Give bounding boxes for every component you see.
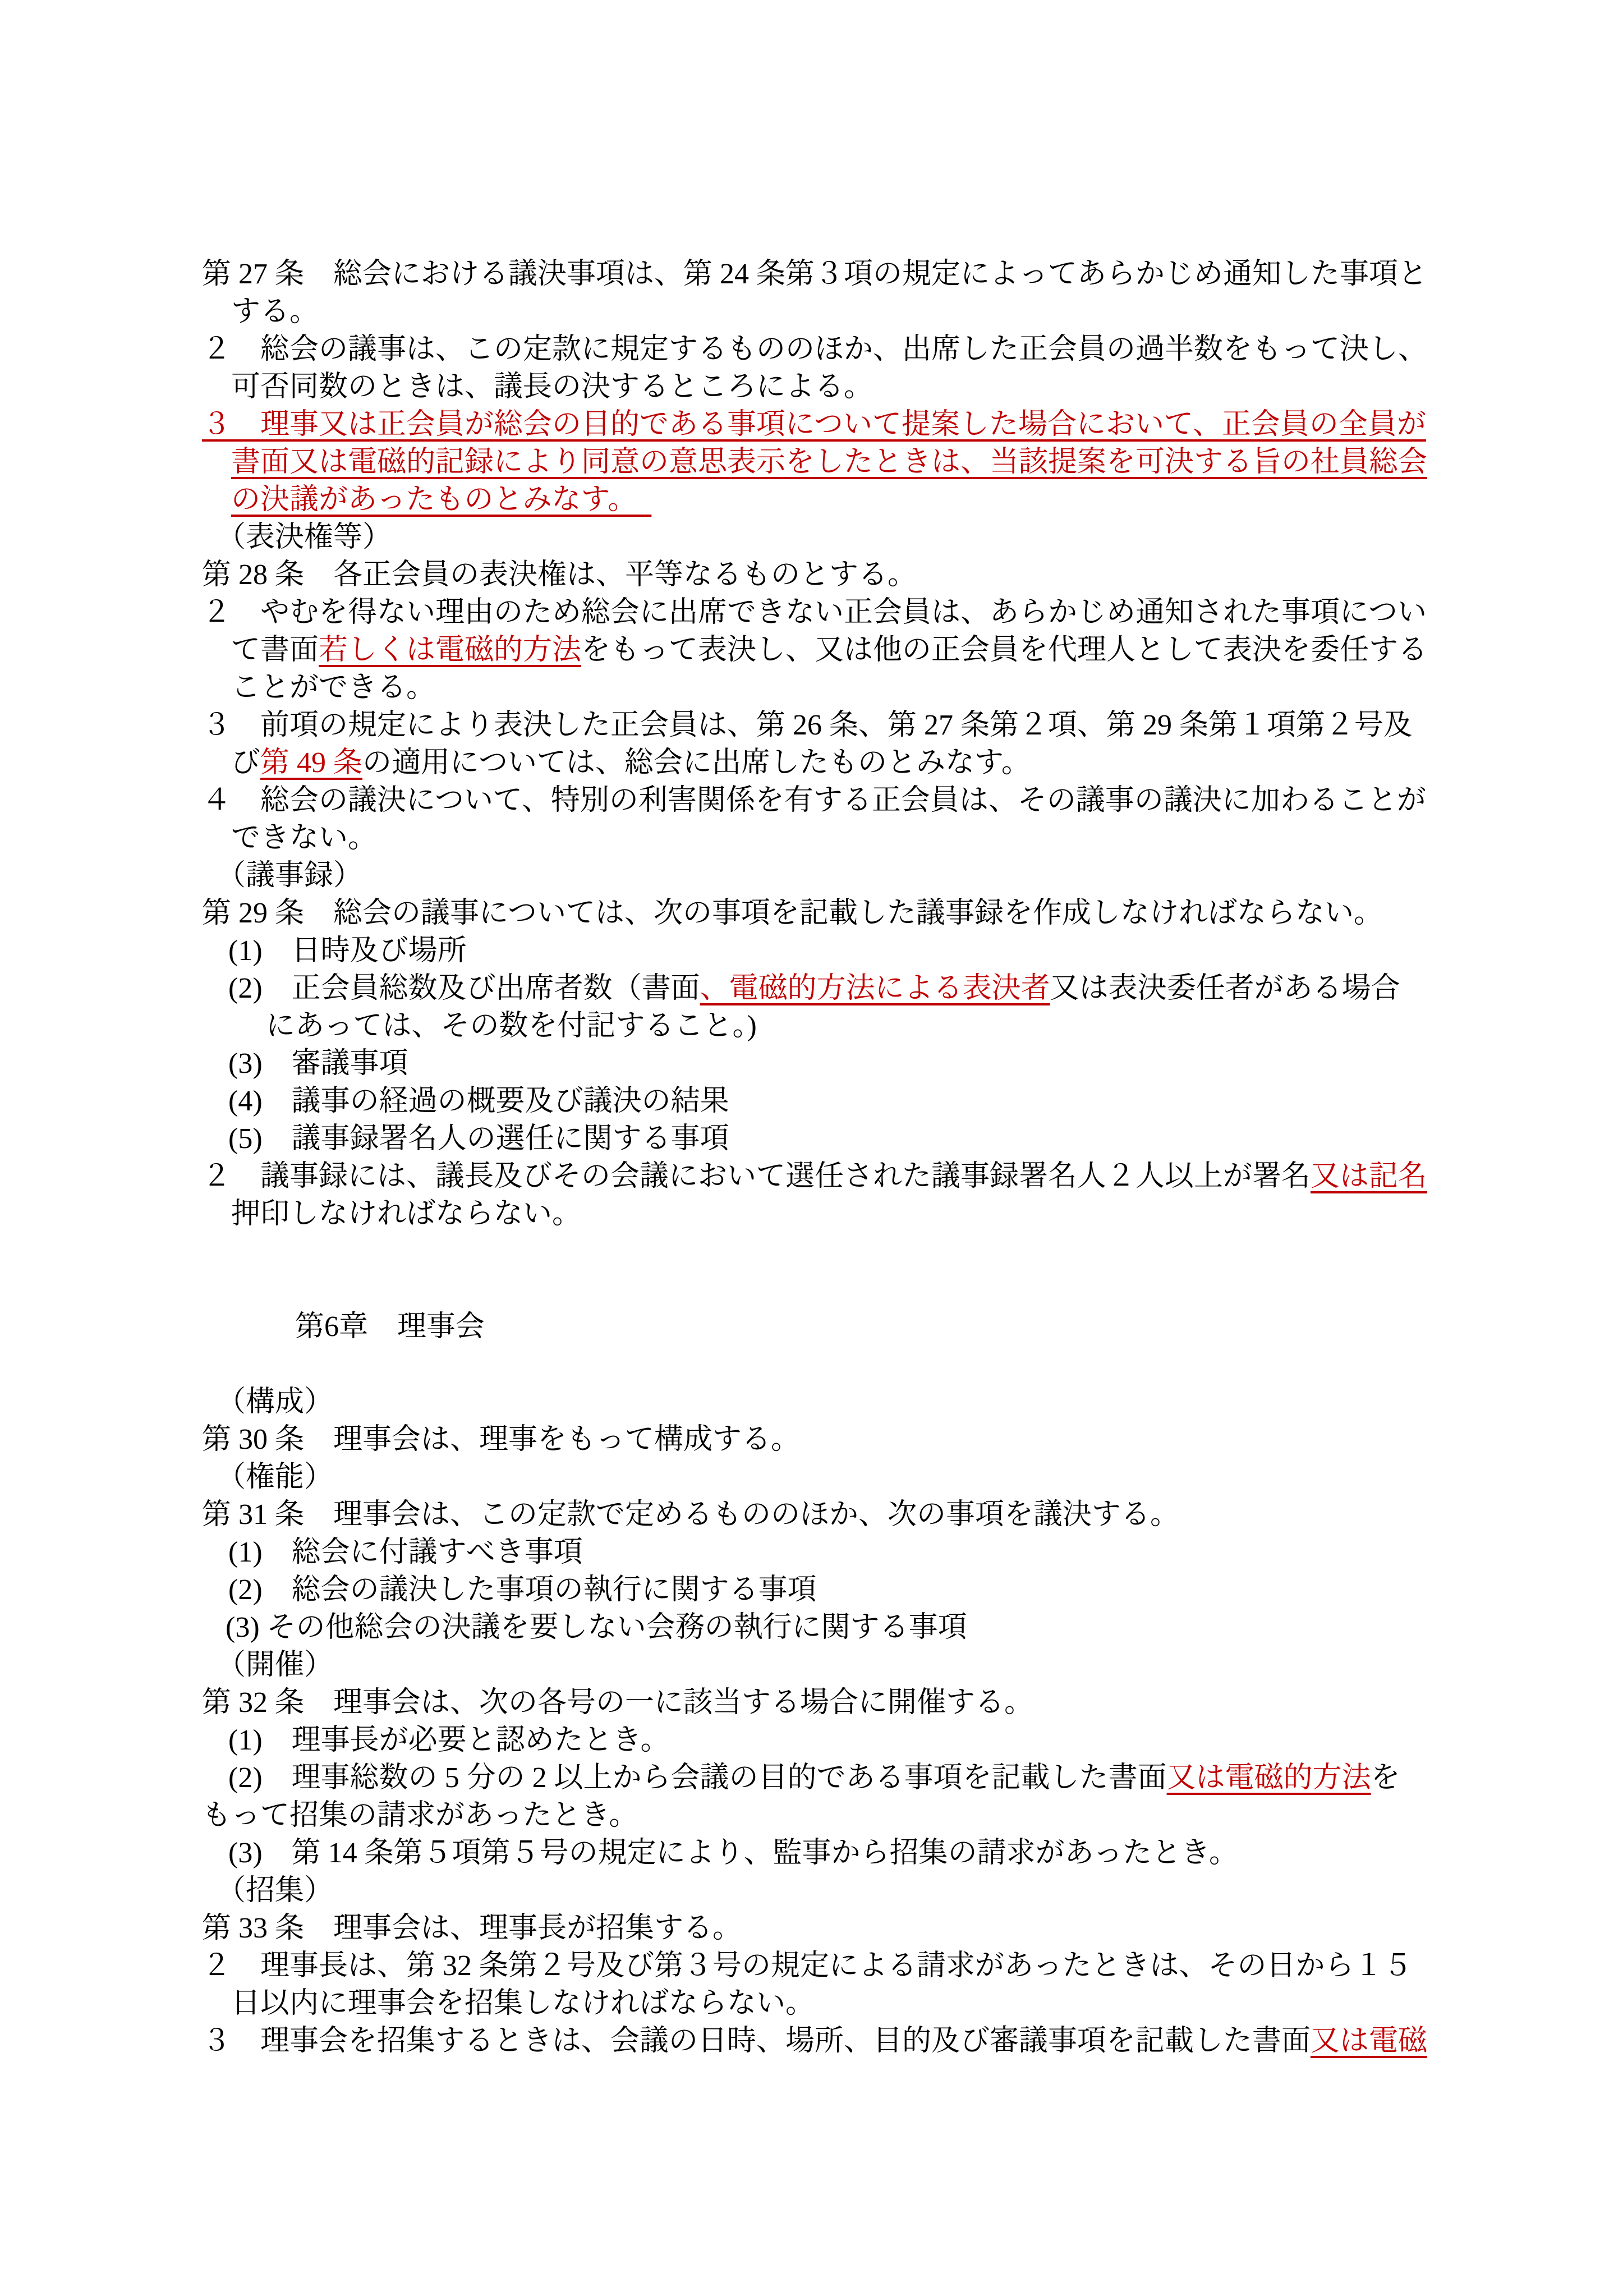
document-line xyxy=(202,1721,1470,1759)
inserted-text: 若しくは電磁的方法 xyxy=(319,634,582,666)
document-line xyxy=(202,1195,1470,1233)
document-line xyxy=(202,857,1470,894)
text-segment: （権能） xyxy=(217,1461,334,1493)
text-segment: ２ 議事録には、議長及びその会議において選任された議事録署名人２人以上が署名 xyxy=(202,1160,1311,1192)
document-line xyxy=(202,1571,1470,1609)
document-line xyxy=(202,894,1470,932)
document-line xyxy=(202,631,1470,669)
document-line xyxy=(202,1834,1470,1872)
document-line xyxy=(202,1308,1470,1346)
document-line xyxy=(202,819,1470,857)
text-segment: 第 31 条 理事会は、この定款で定めるもののほか、次の事項を議決する。 xyxy=(202,1499,1180,1531)
text-segment: ２ 理事長は、第 32 条第２号及び第３号の規定による請求があったときは、その日から１５ xyxy=(202,1950,1413,1982)
text-segment: て書面 xyxy=(231,634,319,666)
document-line xyxy=(202,330,1470,368)
document-line xyxy=(202,1909,1470,1947)
document-line xyxy=(202,1007,1470,1045)
document-line xyxy=(202,1421,1470,1458)
document-line xyxy=(202,1120,1470,1158)
text-segment: (1) 理事長が必要と認めたとき。 xyxy=(228,1724,670,1756)
document-line xyxy=(202,744,1470,782)
document-line xyxy=(202,2022,1470,2060)
document-line xyxy=(202,406,1470,443)
document-line xyxy=(202,594,1470,631)
text-segment: ３ 理事会を招集するときは、会議の日時、場所、目的及び審議事項を記載した書面 xyxy=(202,2025,1311,2057)
text-segment: (2) 総会の議決した事項の執行に関する事項 xyxy=(228,1574,817,1606)
inserted-text: 又は電磁 xyxy=(1311,2025,1428,2057)
text-segment: 日以内に理事会を招集しなければならない。 xyxy=(231,1987,815,2019)
document-line xyxy=(202,443,1470,481)
text-segment: ４ 総会の議決について、特別の利害関係を有する正会員は、その議事の議決に加わることが xyxy=(202,784,1426,816)
document-line xyxy=(202,1985,1470,2022)
document-line xyxy=(202,1496,1470,1533)
document-line xyxy=(202,1947,1470,1985)
text-segment: (2) 正会員総数及び出席者数（書面 xyxy=(228,972,700,1004)
document-line xyxy=(202,1759,1470,1797)
text-segment: できない。 xyxy=(231,822,378,854)
document-line xyxy=(202,1158,1470,1195)
text-segment: 押印しなければならない。 xyxy=(231,1198,582,1230)
text-segment: にあっては、その数を付記すること。) xyxy=(266,1010,757,1042)
inserted-text: 書面又は電磁的記録により同意の意思表示をしたときは、当該提案を可決する旨の社員総会 xyxy=(231,446,1428,478)
document-line xyxy=(202,706,1470,744)
text-segment: 第 27 条 総会における議決事項は、第 24 条第３項の規定によってあらかじめ通知した事項と xyxy=(202,258,1428,290)
text-segment: （議事録） xyxy=(217,860,363,892)
document-line xyxy=(202,1533,1470,1571)
text-segment: (3) 審議事項 xyxy=(228,1048,408,1080)
text-segment: 又は表決委任者がある場合 xyxy=(1050,972,1400,1004)
text-segment: (4) 議事の経過の概要及び議決の結果 xyxy=(228,1085,729,1117)
text-segment: (5) 議事録署名人の選任に関する事項 xyxy=(228,1123,729,1155)
document-line xyxy=(202,669,1470,706)
text-segment: (2) 理事総数の 5 分の 2 以上から会議の目的である事項を記載した書面 xyxy=(228,1762,1167,1794)
inserted-text: ３ 理事又は正会員が総会の目的である事項について提案した場合において、正会員の全員が xyxy=(202,408,1426,440)
document-line xyxy=(202,518,1470,556)
blank-line xyxy=(202,1233,1470,1270)
text-segment: （表決権等） xyxy=(217,521,392,553)
text-segment: (1) 総会に付議すべき事項 xyxy=(228,1536,583,1568)
text-segment: ことができる。 xyxy=(231,672,436,704)
document-line xyxy=(202,782,1470,819)
text-segment: を xyxy=(1371,1762,1400,1794)
document-line xyxy=(202,1684,1470,1721)
document-line xyxy=(202,1045,1470,1082)
text-segment: (3) その他総会の決議を要しない会務の執行に関する事項 xyxy=(226,1611,967,1643)
text-segment: び xyxy=(231,747,261,779)
inserted-text: 又は電磁的方法 xyxy=(1166,1762,1371,1794)
text-segment: ２ やむを得ない理由のため総会に出席できない正会員は、あらかじめ通知された事項につい xyxy=(202,596,1427,628)
text-segment: (1) 日時及び場所 xyxy=(228,935,467,967)
document-line xyxy=(202,1082,1470,1120)
text-segment: （構成） xyxy=(217,1386,334,1418)
text-segment: （招集） xyxy=(217,1875,334,1907)
text-segment: をもって表決し、又は他の正会員を代理人として表決を委任する xyxy=(581,634,1428,666)
document-line xyxy=(202,1383,1470,1421)
document-line xyxy=(202,1797,1470,1834)
document-line xyxy=(202,1458,1470,1496)
text-segment: (3) 第 14 条第５項第５号の規定により、監事から招集の請求があったとき。 xyxy=(228,1837,1239,1869)
document-line xyxy=(202,1872,1470,1909)
text-segment: 第 33 条 理事会は、理事長が招集する。 xyxy=(202,1912,742,1944)
document-line xyxy=(202,1609,1470,1646)
inserted-text: 又は記名 xyxy=(1311,1160,1428,1192)
blank-line xyxy=(202,1270,1470,1308)
document-line xyxy=(202,932,1470,970)
document-line xyxy=(202,481,1470,518)
inserted-text: の決議があったものとみなす。 xyxy=(231,484,652,516)
document-line xyxy=(202,255,1470,293)
document-line xyxy=(202,970,1470,1007)
document-line xyxy=(202,293,1470,330)
text-segment: 可否同数のときは、議長の決するところによる。 xyxy=(231,371,873,403)
text-segment: ２ 総会の議事は、この定款に規定するもののほか、出席した正会員の過半数をもって決し、 xyxy=(202,333,1428,365)
text-segment: 第 32 条 理事会は、次の各号の一に該当する場合に開催する。 xyxy=(202,1687,1034,1719)
inserted-text: 第 49 条 xyxy=(260,747,363,779)
text-segment: 第6章 理事会 xyxy=(295,1311,485,1343)
text-segment: 第 30 条 理事会は、理事をもって構成する。 xyxy=(202,1423,801,1455)
text-segment: の適用については、総会に出席したものとみなす。 xyxy=(362,747,1031,779)
blank-line xyxy=(202,1346,1470,1383)
inserted-text: 、電磁的方法による表決者 xyxy=(700,972,1050,1004)
document-line xyxy=(202,1646,1470,1684)
document-line xyxy=(202,556,1470,594)
text-segment: する。 xyxy=(231,296,319,328)
document-line xyxy=(202,368,1470,406)
text-segment: 第 28 条 各正会員の表決権は、平等なるものとする。 xyxy=(202,559,917,591)
text-segment: もって招集の請求があったとき。 xyxy=(202,1799,638,1831)
text-segment: ３ 前項の規定により表決した正会員は、第 26 条、第 27 条第２項、第 29 条第１項第２号及 xyxy=(202,709,1413,741)
text-segment: 第 29 条 総会の議事については、次の事項を記載した議事録を作成しなければならない。 xyxy=(202,897,1383,929)
text-segment: （開催） xyxy=(217,1649,334,1681)
document-content xyxy=(202,255,1470,2060)
